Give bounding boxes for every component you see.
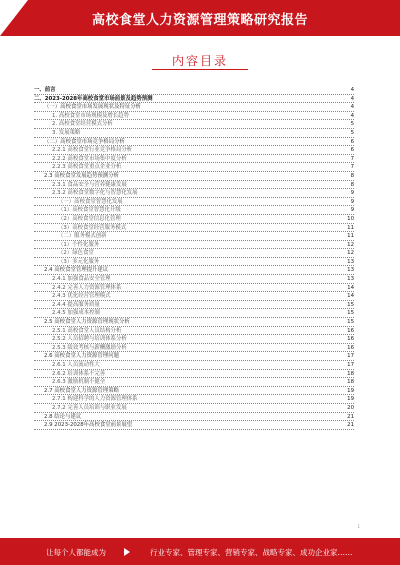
toc-entry[interactable] <box>34 327 354 336</box>
toc-entry-title: （1）高校食堂智慧化升级 <box>58 207 121 214</box>
toc-entry[interactable] <box>34 206 354 215</box>
toc-entry[interactable] <box>34 155 354 164</box>
toc-entry-title: 2.2.1 高校食堂行业竞争格局分析 <box>52 147 133 154</box>
toc-entry[interactable] <box>34 163 354 172</box>
toc-entry-title: 2.5.2 人员招聘与培训体系分析 <box>52 336 127 343</box>
toc-entry[interactable] <box>34 275 354 284</box>
toc-entry[interactable] <box>34 146 354 155</box>
toc-entry-page: 14 <box>347 293 354 300</box>
toc-entry-title: （2）绿色食堂 <box>58 250 94 257</box>
toc-entry-page: 11 <box>347 233 354 240</box>
toc-heading: 内容目录 <box>171 54 228 68</box>
toc-entry-page: 13 <box>347 258 354 265</box>
toc-entry-page: 9 <box>350 190 354 197</box>
toc-entry[interactable] <box>34 138 354 147</box>
footer-slogan-left: 让每个人都能成为 <box>46 548 106 557</box>
toc-entry-title: （1）个性化服务 <box>58 241 100 248</box>
toc-entry-page: 6 <box>350 147 354 154</box>
toc-entry-page: 21 <box>347 422 354 429</box>
toc-entry-title: 2.9 2023-2028年高校食堂前景展望 <box>44 422 133 429</box>
toc-entry-title: 2.2.3 高校食堂重点企业分析 <box>52 164 122 171</box>
toc-entry[interactable] <box>34 224 354 233</box>
toc-entry[interactable] <box>34 335 354 344</box>
toc-entry-title: 2.4 高校食堂管理提升建议 <box>44 267 109 274</box>
toc-entry-page: 17 <box>347 362 354 368</box>
toc-entry-title: 2.7.1 构建科学的人力资源管理体系 <box>52 396 138 403</box>
toc-entry-page: 10 <box>347 215 354 222</box>
toc-entry-title: 2.4.2 完善人力资源管理体系 <box>52 284 122 291</box>
toc-entry[interactable] <box>34 129 354 138</box>
toc-entry[interactable] <box>34 378 354 387</box>
toc-entry[interactable] <box>34 404 354 413</box>
toc-entry-page: 18 <box>347 370 354 377</box>
toc-entry-title: 2.5.1 高校食堂人员结构分析 <box>52 327 122 334</box>
toc-entry-title: 3. 发展策略 <box>52 129 81 136</box>
toc-entry-title: 1. 高校食堂市场规模及增长趋势 <box>52 112 129 119</box>
toc-entry-page: 4 <box>350 112 354 119</box>
toc-entry-page: 16 <box>347 344 354 351</box>
toc-entry[interactable] <box>34 103 354 112</box>
toc-entry-page: 13 <box>347 267 354 274</box>
toc-entry-title: 2.3 高校食堂发展趋势预测分析 <box>44 172 119 179</box>
toc-entry-page: 7 <box>350 155 354 162</box>
toc-entry[interactable] <box>34 95 354 104</box>
toc-entry-title: 2.6.2 培训体系不完善 <box>52 370 106 377</box>
toc-entry-title: 一、前言 <box>34 87 56 93</box>
toc-entry[interactable] <box>34 181 354 190</box>
toc-entry-title: 2.5.3 绩效考核与薪酬激励分析 <box>52 344 127 351</box>
toc-entry[interactable] <box>34 361 354 370</box>
toc-entry[interactable] <box>34 370 354 379</box>
toc-entry-page: 15 <box>347 310 354 317</box>
toc-entry-title: （3）多元化服务 <box>58 258 100 265</box>
toc-entry-title: （3）高校食堂经营服务模式 <box>58 224 127 231</box>
toc-entry[interactable] <box>34 266 354 275</box>
toc-entry-page: 9 <box>350 198 354 205</box>
toc-entry-title: 2.3.1 食品安全与营养健康发展 <box>52 181 127 188</box>
toc-entry[interactable] <box>34 413 354 422</box>
toc-entry-page: 8 <box>350 172 354 179</box>
toc-entry-page: 12 <box>347 241 354 248</box>
toc-entry-title: （一）高校食堂智慧化发展 <box>58 198 123 205</box>
toc-entry-page: 19 <box>347 387 354 394</box>
toc-entry-page: 5 <box>350 129 354 136</box>
toc-entry-title: 2.4.3 优化经营管理模式 <box>52 293 111 300</box>
toc-entry[interactable] <box>34 344 354 353</box>
footer-slogan-right: 行业专家、管理专家、营销专家、战略专家、成功企业家…… <box>150 548 353 557</box>
report-title: 高校食堂人力资源管理策略研究报告 <box>91 13 308 28</box>
toc-entry-page: 18 <box>347 379 354 386</box>
toc-entry[interactable] <box>34 232 354 241</box>
toc-entry-title: 2.5 高校食堂人力资源管理现状分析 <box>44 319 130 326</box>
toc-entry-page: 21 <box>347 413 354 420</box>
toc-entry-title: 2.4.4 提高服务质量 <box>52 301 100 308</box>
toc-entry-title: 2.7 高校食堂人力资源管理策略 <box>44 387 119 394</box>
toc-entry-page: 9 <box>350 207 354 214</box>
toc-entry[interactable] <box>34 301 354 310</box>
toc-entry[interactable] <box>34 241 354 250</box>
toc-entry-page: 7 <box>350 164 354 171</box>
toc-entry-page: 14 <box>347 284 354 291</box>
toc-entry[interactable] <box>34 421 354 430</box>
toc-entry-page: 5 <box>350 121 354 128</box>
toc-entry-title: 二、2023-2028年高校食堂市场前景及趋势预测 <box>34 95 153 102</box>
toc-entry[interactable] <box>34 292 354 301</box>
toc-entry-page: 17 <box>347 353 354 360</box>
toc-entry-title: （二）服务模式创新 <box>58 233 107 240</box>
toc-entry-title: 2.6.1 人员流动性大 <box>52 362 100 368</box>
toc-entry-page: 13 <box>347 276 354 283</box>
footer-arrow-icon <box>124 548 130 556</box>
toc-entry[interactable] <box>34 215 354 224</box>
toc-entry[interactable] <box>34 198 354 207</box>
toc-entry-title: （一）高校食堂市场发展现状及特征分析 <box>44 104 142 111</box>
toc-entry-page: 16 <box>347 327 354 334</box>
toc-entry[interactable] <box>34 120 354 129</box>
page-header <box>0 0 400 36</box>
toc-entry[interactable] <box>34 318 354 327</box>
toc-entry-page: 4 <box>350 87 354 93</box>
toc-entry-page: 11 <box>347 224 354 231</box>
toc-entry[interactable] <box>34 112 354 121</box>
toc-entry[interactable] <box>34 258 354 267</box>
toc-entry-page: 16 <box>347 336 354 343</box>
toc-entry[interactable] <box>34 249 354 258</box>
toc-entry-title: 2.7.2 完善人员培训与职业发展 <box>52 404 127 411</box>
page-footer <box>0 538 400 565</box>
toc-entry-page: 15 <box>347 319 354 326</box>
toc-entry[interactable] <box>34 86 354 95</box>
toc-entry-page: 6 <box>350 138 354 145</box>
toc-entry[interactable] <box>34 309 354 318</box>
toc-heading-underline <box>152 69 248 70</box>
toc-entry[interactable] <box>34 395 354 404</box>
toc-entry-title: 2. 高校食堂经营模式分析 <box>52 121 113 128</box>
toc-entry-title: 2.3.2 高校食堂数字化与智慧化发展 <box>52 190 138 197</box>
toc-entry[interactable] <box>34 387 354 396</box>
toc-entry-page: 20 <box>347 404 354 411</box>
toc-entry-page: 4 <box>350 104 354 111</box>
toc-entry-page: 19 <box>347 396 354 403</box>
toc-entry-page: 12 <box>347 250 354 257</box>
toc-entry-title: （二）高校食堂市场竞争格局分析 <box>44 138 125 145</box>
toc-entry-title: 2.6.3 激励机制不健全 <box>52 379 106 386</box>
table-of-contents <box>34 86 354 430</box>
toc-entry-title: 2.4.1 加强食品安全管理 <box>52 276 111 283</box>
toc-entry-title: 2.8 结论与建议 <box>44 413 82 420</box>
toc-entry-page: 8 <box>350 181 354 188</box>
toc-entry[interactable] <box>34 172 354 181</box>
toc-entry[interactable] <box>34 189 354 198</box>
toc-entry-title: （2）高校食堂信息化管理 <box>58 215 121 222</box>
toc-entry[interactable] <box>34 284 354 293</box>
page-number: 1 <box>357 524 360 529</box>
toc-entry-page: 4 <box>350 95 354 102</box>
toc-entry-page: 15 <box>347 301 354 308</box>
toc-entry-title: 2.6 高校食堂人力资源管理问题 <box>44 353 119 360</box>
toc-entry[interactable] <box>34 352 354 361</box>
toc-entry-title: 2.4.5 加强成本控制 <box>52 310 100 317</box>
toc-entry-title: 2.2.2 高校食堂市场集中度分析 <box>52 155 127 162</box>
